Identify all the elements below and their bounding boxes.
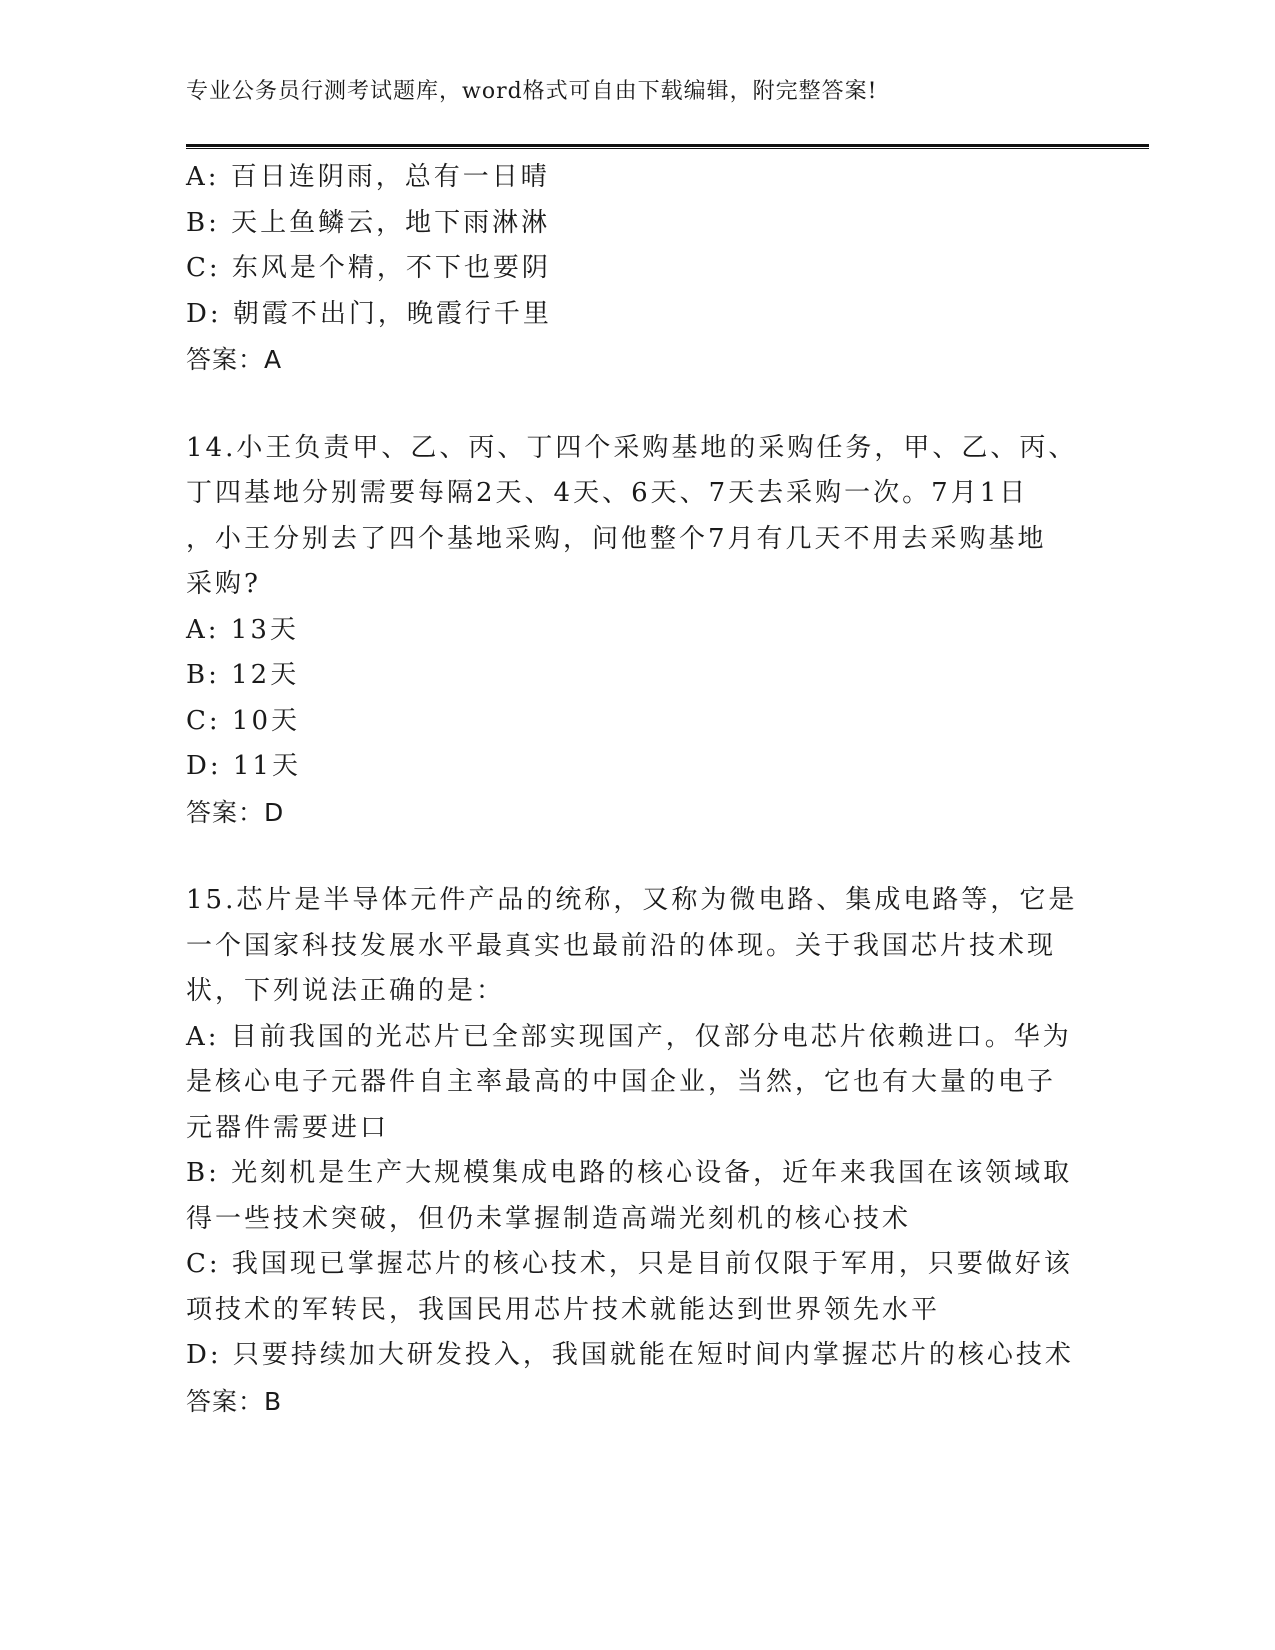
question-stem-line: 一个国家科技发展水平最真实也最前沿的体现。关于我国芯片技术现 [186,930,1057,961]
option-a: A: 13天 [186,614,299,645]
option-b: B: 天上鱼鳞云，地下雨淋淋 [186,207,551,238]
option-b: B: 光刻机是生产大规模集成电路的核心设备，近年来我国在该领域取 [186,1158,1073,1188]
question-13 [186,155,1086,383]
question-stem-line: 丁四基地分别需要每隔2天、4天、6天、7天去采购一次。7月1日 [186,478,1029,508]
option-d: D: 11天 [186,751,301,781]
header-divider [186,144,1149,149]
option-c: C: 东风是个精，不下也要阴 [186,253,551,283]
question-15 [186,878,1086,1424]
question-stem-line: 采购? [186,569,261,599]
option-c: C: 10天 [186,705,301,736]
page-header: 专业公务员行测考试题库，word格式可自由下载编辑，附完整答案! [186,79,878,104]
question-stem-line: ，小王分别去了四个基地采购，问他整个7月有几天不用去采购基地 [186,523,1047,554]
question-14 [186,426,1086,836]
question-stem-line: 15.芯片是半导体元件产品的统称，又称为微电路、集成电路等，它是 [186,885,1078,915]
answer-line: 答案：B [186,1386,283,1416]
option-a-continued: 元器件需要进口 [186,1112,390,1143]
answer-line: 答案：D [186,797,285,827]
option-c-continued: 项技术的军转民，我国民用芯片技术就能达到世界领先水平 [186,1294,941,1325]
option-b-continued: 得一些技术突破，但仍未掌握制造高端光刻机的核心技术 [186,1203,912,1234]
option-d: D: 朝霞不出门，晚霞行千里 [186,298,552,329]
question-stem-line: 状，下列说法正确的是： [186,976,506,1006]
question-stem-line: 14.小王负责甲、乙、丙、丁四个采购基地的采购任务，甲、乙、丙、 [186,432,1078,463]
option-a-continued: 是核心电子元器件自主率最高的中国企业，当然，它也有大量的电子 [186,1067,1057,1097]
option-d: D: 只要持续加大研发投入，我国就能在短时间内掌握芯片的核心技术 [186,1340,1074,1370]
option-a: A: 目前我国的光芯片已全部实现国产，仅部分电芯片依赖进口。华为 [186,1021,1072,1052]
option-a: A: 百日连阴雨，总有一日晴 [186,162,550,192]
option-c: C: 我国现已掌握芯片的核心技术，只是目前仅限于军用，只要做好该 [186,1249,1073,1279]
answer-line: 答案：A [186,345,283,374]
question-content [186,155,1086,1424]
option-b: B: 12天 [186,660,300,690]
